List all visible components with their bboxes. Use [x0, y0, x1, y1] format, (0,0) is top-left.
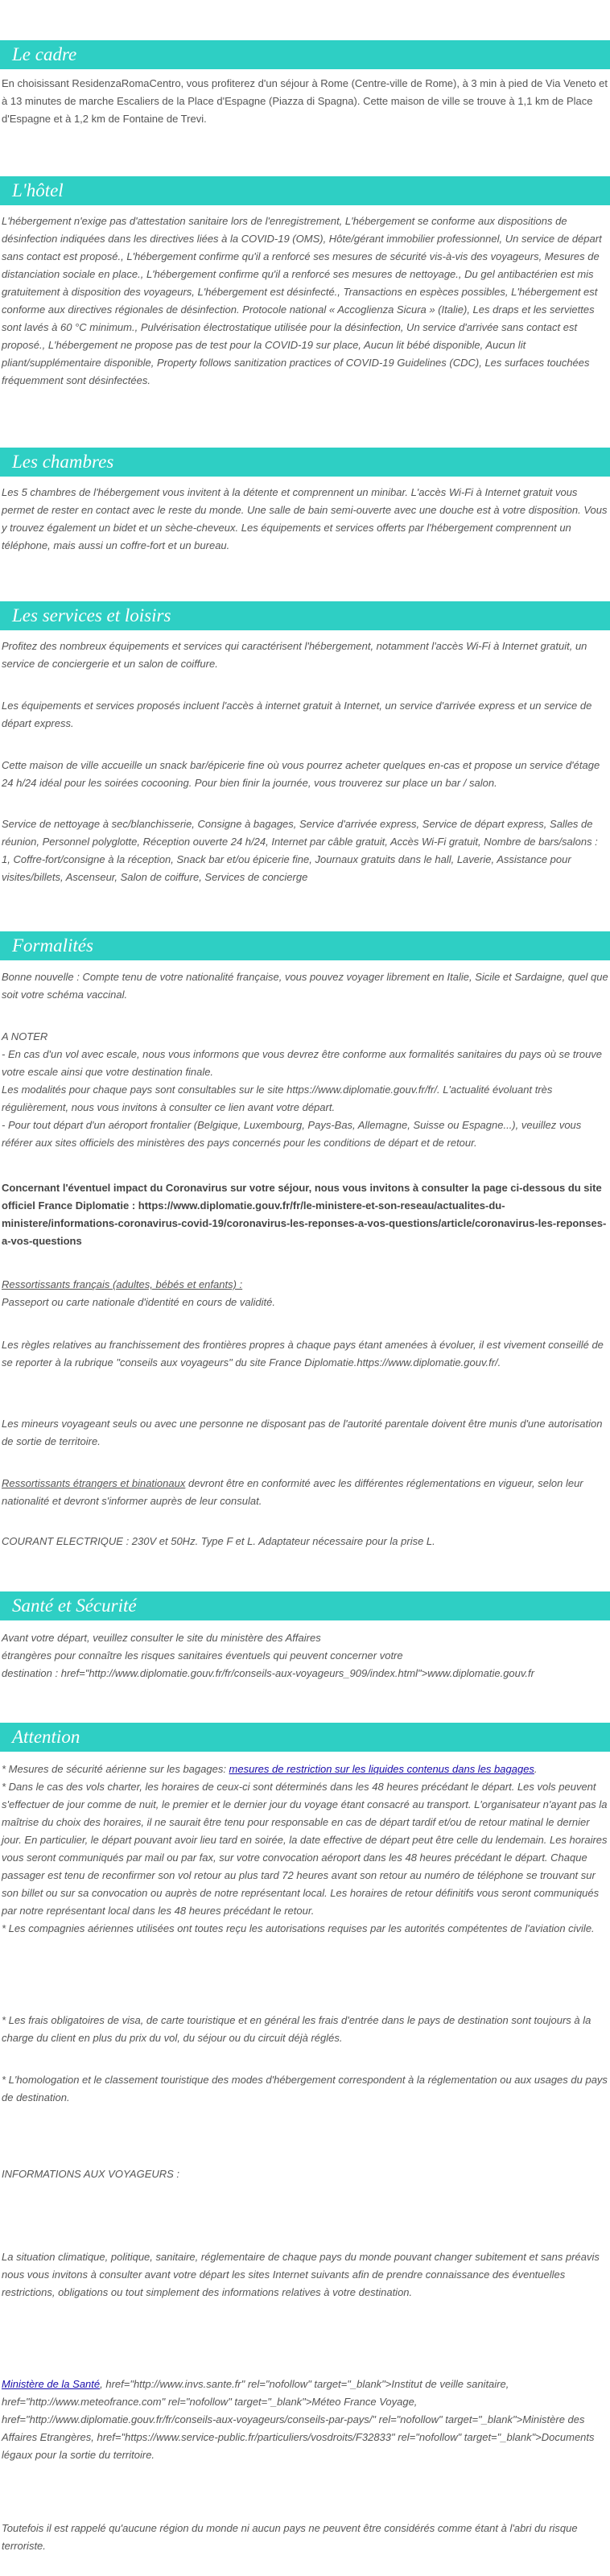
attention-final: Toutefois il est rappelé qu'aucune région du monde ni aucun pays ne peuvent être considérés comme étant à l'abri du risque terroriste. [2, 2522, 578, 2552]
services-p2: Les équipements et services proposés incluent l'accès à internet gratuit à Internet, un service d'arrivée express et un service de départ express. [2, 700, 592, 729]
services-p4: Service de nettoyage à sec/blanchisserie, Consigne à bagages, Service d'arrivée express, Service de départ express, Salles de réunion, Personnel polyglotte, Réception ouverte 24 h/24, Internet par câble gratuit, Accès Wi-Fi gratuit, Nombre de bars/salons : 1, Coffre-fort/consigne à la réception, Snack bar et/ou épicerie fine, Journaux gratuits dans le hall, Laverie, Assistance pour visites/billets, Ascenseur, Salon de coiffure, Services de concierge [2, 818, 598, 883]
attention-a1-pre: * Mesures de sécurité aérienne sur les bagages: [2, 1763, 229, 1775]
attention-a3: * Les compagnies aériennes utilisées ont toutes reçu les autorisations requises par les autorités compétentes de l'aviation civile. [2, 1922, 595, 1934]
section-title: Formalités [0, 931, 610, 960]
formalites-coronavirus: Concernant l'éventuel impact du Coronavirus sur votre séjour, nous vous invitons à consulter la page ci-dessous du site officiel France Diplomatie : https://www.diplomatie.gouv.fr/fr/le-ministere-et-son-reseau/actualites-du-ministere/informations-coronavirus-covid-19/coronavirus-les-reponses-a-vos-questions/article/coronavirus-les-reponses-a-vos-questions [2, 1182, 607, 1247]
section-title: Attention [0, 1723, 610, 1752]
services-p3: Cette maison de ville accueille un snack bar/épicerie fine où vous pourrez acheter quelques en-cas et propose un service d'étage 24 h/24 idéal pour les soirées cocooning. Pour bien finir la journée, vous trouverez sur place un bar / salon. [2, 759, 600, 789]
liquids-restriction-link[interactable]: mesures de restriction sur les liquides contenus dans les bagages [229, 1763, 534, 1775]
formalites-fr-text: Passeport ou carte nationale d'identité en cours de validité. [2, 1296, 275, 1308]
attention-a5: * L'homologation et le classement touristique des modes d'hébergement correspondent à la réglementation ou aux usages du pays de destination. [2, 2074, 608, 2103]
section-attention [0, 1723, 610, 1752]
attention-info-1: La situation climatique, politique, sanitaire, réglementaire de chaque pays du monde pouvant changer subitement et sans préavis [2, 2251, 600, 2263]
formalites-etr-text: devront être en conformité avec les différentes réglementations en vigueur, selon leur nationalité et devront s'informer auprès de leur consulat. [2, 1477, 583, 1507]
formalites-noter-3: - Pour tout départ d'un aéroport frontalier (Belgique, Luxembourg, Pays-Bas, Allemagne, Suisse ou Espagne...), veuillez vous référer aux sites officiels des ministères des pays concernés pour les conditions de départ et de retour. [2, 1119, 582, 1149]
formalites-courant: COURANT ELECTRIQUE : 230V et 50Hz. Type F et L. Adaptateur nécessaire pour la prise L. [2, 1535, 435, 1547]
section-title: L'hôtel [0, 176, 610, 205]
formalites-fr-head: Ressortissants français (adultes, bébés et enfants) : [2, 1278, 243, 1290]
sante-line-1: Avant votre départ, veuillez consulter le site du ministère des Affaires [2, 1632, 321, 1644]
formalites-etr-head: Ressortissants étrangers et binationaux [2, 1477, 186, 1489]
services-p1: Profitez des nombreux équipements et services qui caractérisent l'hébergement, notamment l'accès Wi-Fi à Internet gratuit, un service de conciergerie et un salon de coiffure. [2, 640, 587, 670]
formalites-noter-head: A NOTER [2, 1030, 48, 1042]
section-services [0, 601, 610, 630]
attention-a2: * Dans le cas des vols charter, les horaires de ceux-ci sont déterminés dans les 48 heures précédant le départ. Les vols peuvent s'effectuer de jour comme de nuit, le premier et le dernier jour du voyage étant consacré au transport. L'organisateur n'ayant pas la maîtrise du choix des horaires, il ne saurait être tenu pour responsable en cas de départ tardif et/ou de retour matinal le dernier jour. En particulier, le départ pouvant avoir lieu tard en soirée, la date effective de départ peut être celle du lendemain. Les horaires vous seront communiqués par mail ou par fax, sur votre convocation aéroport dans les 48 heures précédant le départ. Chaque passager est tenu de reconfirmer son vol retour au plus tard 72 heures avant son retour au numéro de téléphone se trouvant sur son billet ou sur sa convocation ou auprès de notre représentant local. Les horaires de retour définitifs vous seront communiqués par notre représentant local dans les 48 heures précédant le retour. [2, 1781, 608, 1917]
section-title: Les services et loisirs [0, 601, 610, 630]
formalites-noter-2: Les modalités pour chaque pays sont consultables sur le site https://www.diplomatie.gouv.fr/fr/. L'actualité évoluant très régulièrement, nous vous invitons à consulter ce lien avant votre départ. [2, 1084, 553, 1113]
formalites-mineurs: Les mineurs voyageant seuls ou avec une personne ne disposant pas de l'autorité parentale doivent être munis d'une autorisation de sortie de territoire. [2, 1418, 603, 1447]
ministere-sante-link[interactable]: Ministère de la Santé [2, 2378, 101, 2390]
section-chambres [0, 448, 610, 477]
section-cadre [0, 40, 610, 69]
attention-a1-post: . [534, 1763, 538, 1775]
section-title: Santé et Sécurité [0, 1591, 610, 1620]
attention-info-2: nous vous invitons à consulter avant votre départ les sites Internet suivants afin de prendre connaissance des éventuelles restrictions, obligations ou tout simplement des informations relatives à votre destination. [2, 2268, 566, 2298]
section-title: Le cadre [0, 40, 610, 69]
sante-line-3: destination : href="http://www.diplomatie.gouv.fr/fr/conseils-aux-voyageurs_909/index.html">www.diplomatie.gouv.fr [2, 1667, 534, 1679]
attention-a4: * Les frais obligatoires de visa, de carte touristique et en général les frais d'entrée dans le pays de destination sont toujours à la charge du client en plus du prix du vol, du séjour ou du circuit déjà réglés. [2, 2014, 591, 2044]
section-sante [0, 1591, 610, 1620]
section-hotel [0, 176, 610, 205]
sante-line-2: étrangères pour connaître les risques sanitaires éventuels qui peuvent concerner votre [2, 1649, 403, 1662]
attention-links-text: , href="http://www.invs.sante.fr" rel="nofollow" target="_blank">Institut de veille sanitaire, href="http://www.meteofrance.com" rel="nofollow" target="_blank">Méteo France Voyage, href="http://www.diplomatie.gouv.fr/fr/conseils-aux-voyageurs/conseils-par-pays/" rel="nofollow" target="_blank">Ministère des Affaires Etrangères, href="https://www.service-public.fr/particuliers/vosdroits/F32833" rel="nofollow" target="_blank">Documents légaux pour la sortie du territoire. [2, 2378, 595, 2461]
cadre-text: En choisissant ResidenzaRomaCentro, vous profiterez d'un séjour à Rome (Centre-ville de Rome), à 3 min à pied de Via Veneto et à 13 minutes de marche Escaliers de la Place d'Espagne (Piazza di Spagna). Cette maison de ville se trouve à 1,1 km de Place d'Espagne et à 1,2 km de Fontaine de Trevi. [2, 77, 608, 125]
formalites-regles: Les règles relatives au franchissement des frontières propres à chaque pays étant amenées à évoluer, il est vivement conseillé de se reporter à la rubrique "conseils aux voyageurs" du site France Diplomatie.https://www.diplomatie.gouv.fr/. [2, 1339, 604, 1368]
formalites-intro: Bonne nouvelle : Compte tenu de votre nationalité française, vous pouvez voyager librement en Italie, Sicile et Sardaigne, quel que soit votre schéma vaccinal. [2, 971, 608, 1001]
section-title: Les chambres [0, 448, 610, 477]
chambres-text: Les 5 chambres de l'hébergement vous invitent à la détente et comprennent un minibar. L'accès Wi-Fi à Internet gratuit vous permet de rester en contact avec le reste du monde. Une salle de bain semi-ouverte avec une douche est à votre disposition. Vous y trouvez également un bidet et un sèche-cheveux. Les équipements et services offerts par l'hébergement comprennent un téléphone, mais aussi un coffre-fort et un bureau. [2, 486, 608, 551]
formalites-noter-1: - En cas d'un vol avec escale, nous vous informons que vous devrez être conforme aux formalités sanitaires du pays où se trouve votre escale ainsi que votre destination finale. [2, 1048, 603, 1078]
hotel-text: L'hébergement n'exige pas d'attestation sanitaire lors de l'enregistrement, L'hébergement se conforme aux dispositions de désinfection indiquées dans les directives liées à la COVID-19 (OMS), Hôte/gérant immobilier professionnel, Un service de départ sans contact est proposé., L'hébergement confirme qu'il a renforcé ses mesures de sécurité vis-à-vis des voyageurs, Mesures de distanciation sociale en place., L'hébergement confirme qu'il a renforcé ses mesures de nettoyage., Du gel antibactérien est mis gratuitement à disposition des voyageurs, L'hébergement est désinfecté., Transactions en espèces possibles, L'hébergement est conforme aux directives régionales de désinfection. Protocole national « Accoglienza Sicura » (Italie), Les draps et les serviettes sont lavés à 60 °C minimum., Pulvérisation électrostatique utilisée pour la désinfection, Un service d'arrivée sans contact est proposé., L'hébergement ne propose pas de test pour la COVID-19 sur place, Aucun lit bébé disponible, Aucun lit pliant/supplémentaire disponible, Property follows sanitization practices of COVID-19 Guidelines (CDC), Les surfaces touchées fréquemment sont désinfectées. [2, 215, 602, 386]
attention-info-head: INFORMATIONS AUX VOYAGEURS : [2, 2168, 180, 2180]
section-formalites [0, 931, 610, 960]
